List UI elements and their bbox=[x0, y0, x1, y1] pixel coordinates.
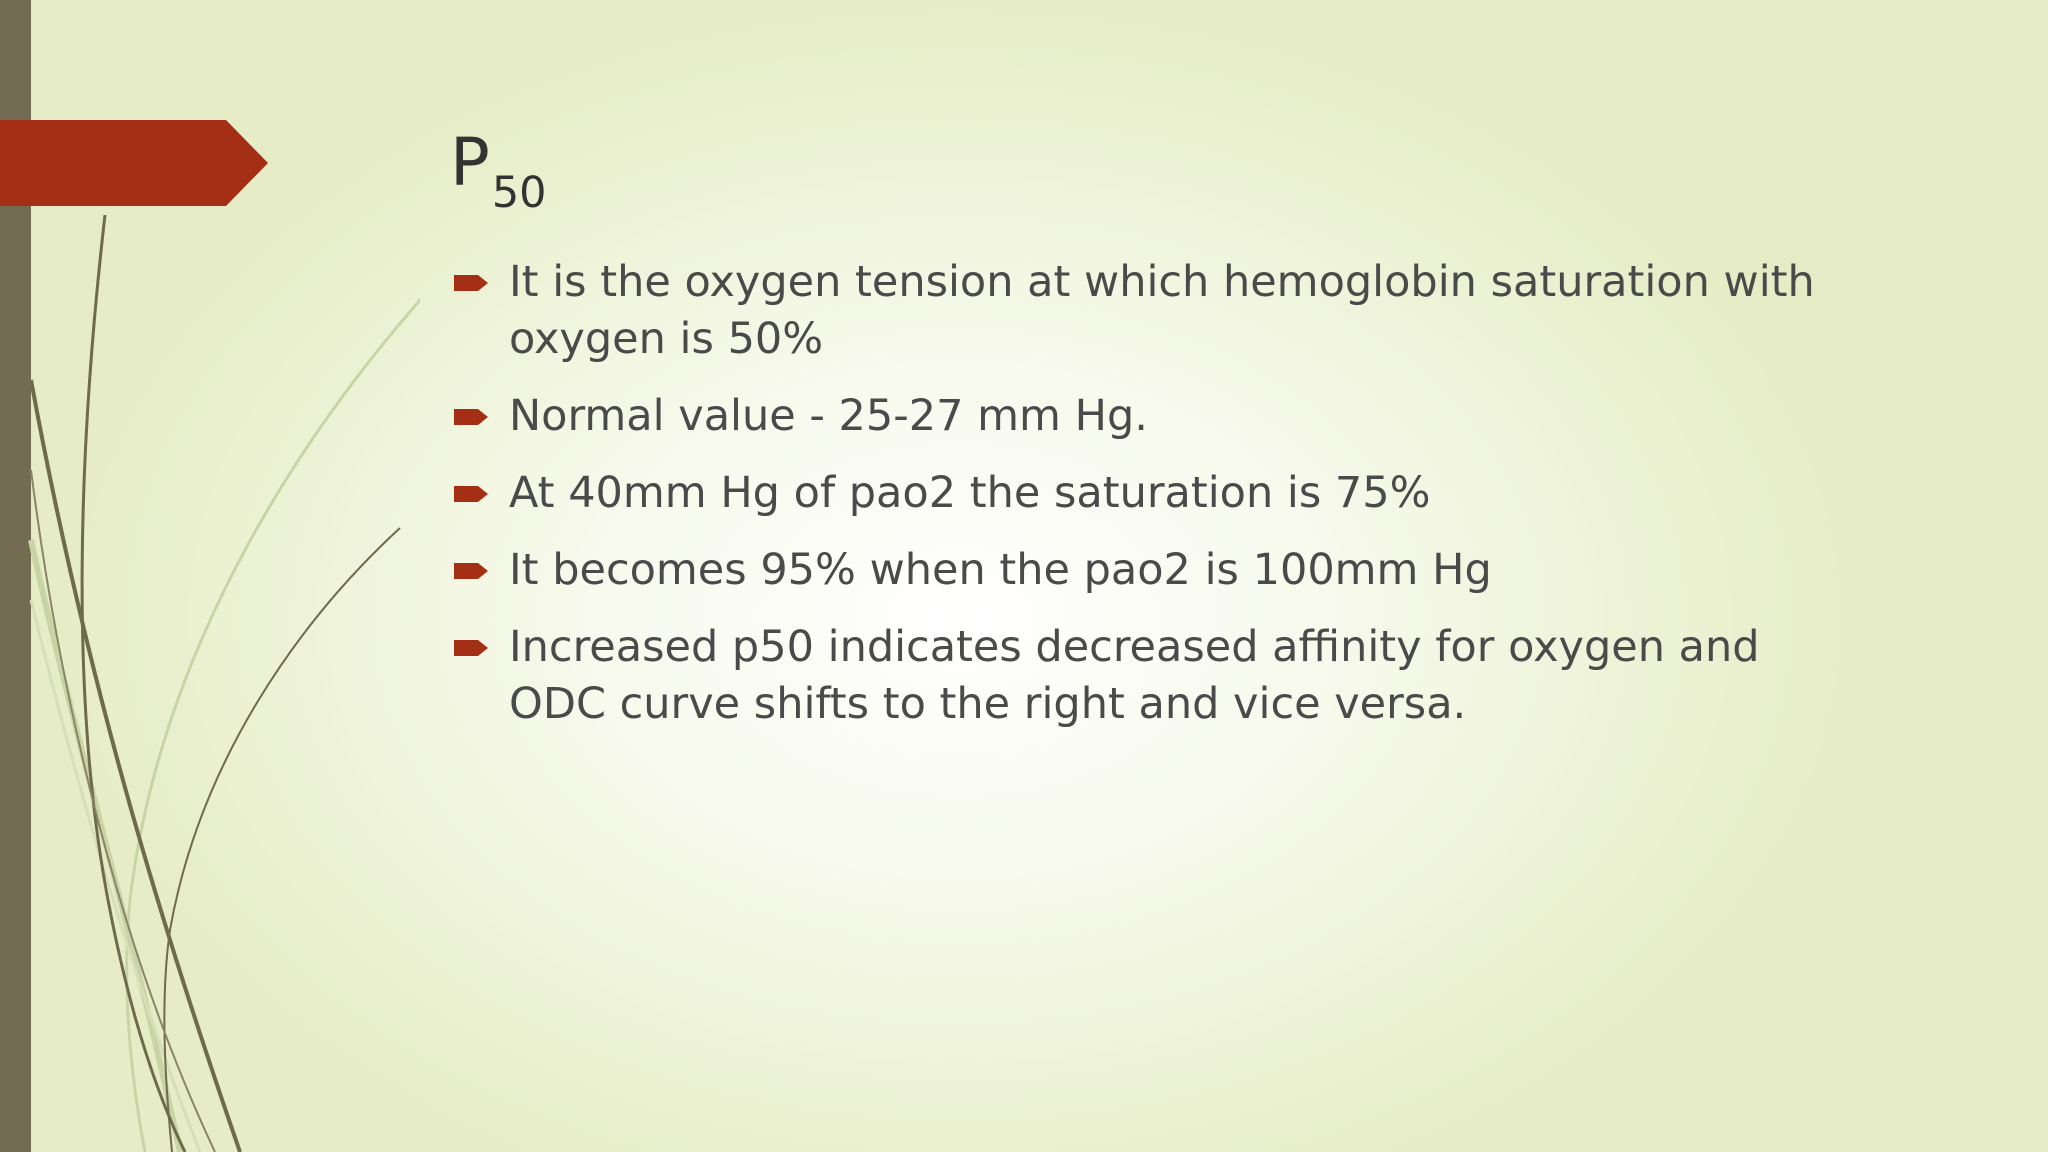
arrow-right-icon bbox=[454, 272, 490, 294]
bullet-item bbox=[452, 388, 1852, 445]
bullet-item bbox=[452, 465, 1852, 522]
title-subscript: 50 bbox=[491, 168, 547, 218]
arrow-right-icon bbox=[454, 483, 490, 505]
decor-curve-dark-3 bbox=[164, 528, 400, 1152]
bullet-text: Normal value - 25-27 mm Hg. bbox=[509, 391, 1148, 441]
bullet-item bbox=[452, 542, 1852, 599]
decor-curve-dark-4 bbox=[31, 470, 215, 1152]
bullet-item bbox=[452, 254, 1852, 368]
title-accent-tab bbox=[0, 120, 270, 206]
bullet-text: At 40mm Hg of pao2 the saturation is 75% bbox=[509, 468, 1431, 518]
bullet-text: It is the oxygen tension at which hemoglobin saturation with oxygen is 50% bbox=[509, 257, 1815, 364]
arrow-right-icon bbox=[454, 560, 490, 582]
bullet-text: It becomes 95% when the pao2 is 100mm Hg bbox=[509, 545, 1492, 595]
bullet-text: Increased p50 indicates decreased affinity for oxygen and ODC curve shifts to the right and vice versa. bbox=[509, 622, 1760, 729]
slide-title bbox=[450, 118, 547, 216]
bullet-item bbox=[452, 619, 1852, 733]
title-main: P bbox=[450, 124, 490, 201]
arrow-right-icon bbox=[454, 406, 490, 428]
decor-curve-light-1 bbox=[127, 235, 420, 1152]
decor-curve-dark-1 bbox=[31, 380, 240, 1152]
arrow-right-icon bbox=[454, 637, 490, 659]
bullet-list bbox=[452, 254, 1852, 753]
